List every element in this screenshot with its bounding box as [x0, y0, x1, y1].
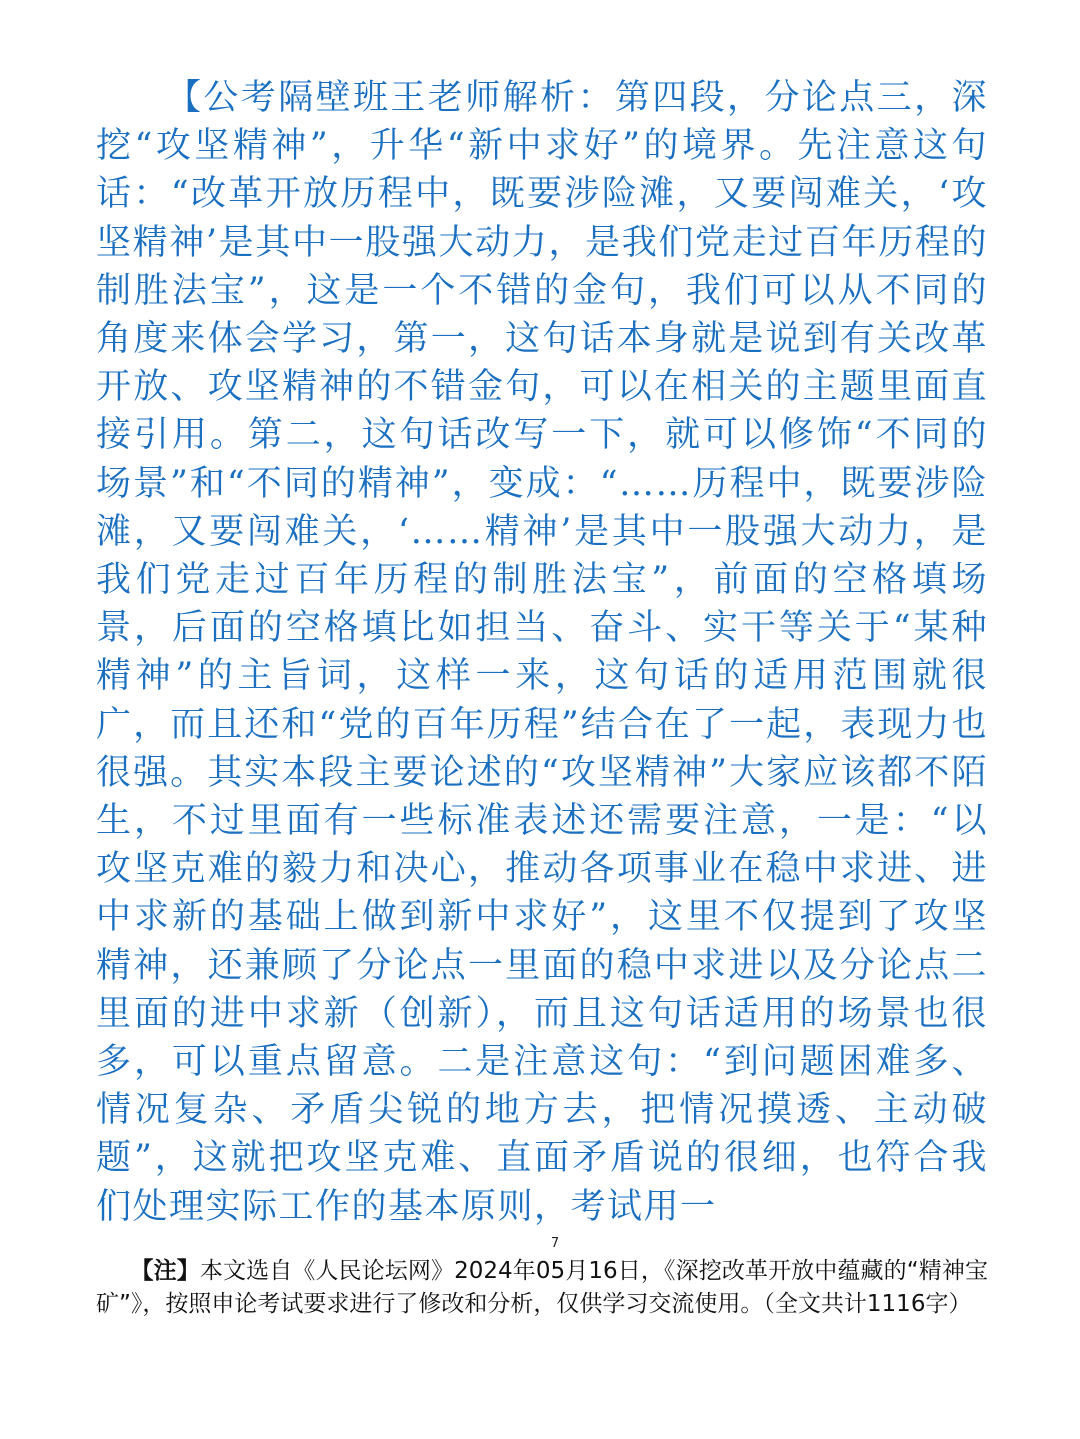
- source-note: [96, 1255, 988, 1321]
- note-tag: 【注】: [130, 1258, 200, 1284]
- page-number: 7: [550, 1236, 560, 1251]
- note-text: 本文选自《人民论坛网》2024年05月16日，《深挖改革开放中蕴藏的“精神宝矿”》，按照申论考试要求进行了修改和分析，仅供学习交流使用。（全文共计1116字）: [96, 1258, 989, 1317]
- analysis-paragraph: 【公考隔壁班王老师解析：第四段，分论点三，深挖“攻坚精神”，升华“新中求好”的境界。先注意这句话：“改革开放历程中，既要涉险滩，又要闯难关，‘攻坚精神’是其中一股强大动力，是我们党走过百年历程的制胜法宝”，这是一个不错的金句，我们可以从不同的角度来体会学习，第一，这句话本身就是说到有关改革开放、攻坚精神的不错金句，可以在相关的主题里面直接引用。第二，这句话改写一下，就可以修饰“不同的场景”和“不同的精神”，变成：“……历程中，既要涉险滩，又要闯难关，‘……精神’是其中一股强大动力，是我们党走过百年历程的制胜法宝”，前面的空格填场景，后面的空格填比如担当、奋斗、实干等关于“某种精神”的主旨词，这样一来，这句话的适用范围就很广，而且还和“党的百年历程”结合在了一起，表现力也很强。其实本段主要论述的“攻坚精神”大家应该都不陌生，不过里面有一些标准表述还需要注意，一是：“以攻坚克难的毅力和决心，推动各项事业在稳中求进、进中求新的基础上做到新中求好”，这里不仅提到了攻坚精神，还兼顾了分论点一里面的稳中求进以及分论点二里面的进中求新（创新），而且这句话适用的场景也很多，可以重点留意。二是注意这句：“到问题困难多、情况复杂、矛盾尖锐的地方去，把情况摸透、主动破题”，这就把攻坚克难、直面矛盾说的很细，也符合我们处理实际工作的基本原则，考试用一: [96, 78, 988, 1227]
